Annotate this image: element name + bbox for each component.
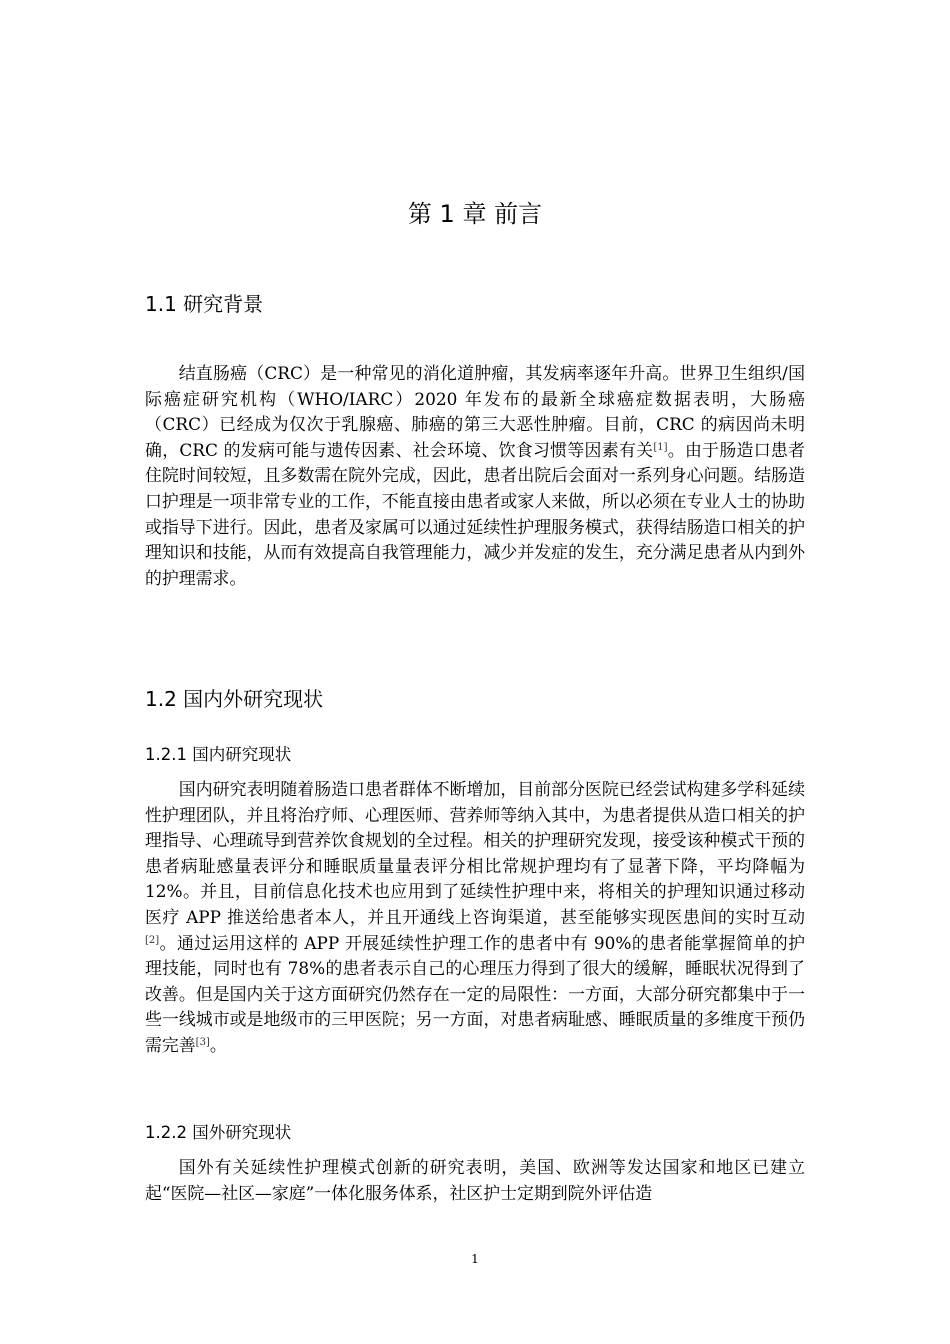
citation-1[interactable]: [1] [653,441,668,453]
chapter-title: 第 1 章 前言 [407,200,543,228]
subsection-heading-1-2-2: 1.2.2 国外研究现状 [145,1123,292,1142]
citation-3[interactable]: [3] [195,1036,210,1048]
paragraph-text: 。由于肠造口患者住院时间较短，且多数需在院外完成，因此，患者出院后会面对一系列身心问题。结肠造口护理是一项非常专业的工作，不能直接由患者或家人来做，所以必须在专业人士的协助或指导下进行。因此，患者及家属可以通过延续性护理服务模式，获得结肠造口相关的护理知识和技能，从而有效提高自我管理能力，减少并发症的发生，充分满足患者从内到外的护理需求。 [145,439,806,588]
paragraph-research-background [145,361,805,591]
section-heading-1-1: 1.1 研究背景 [145,292,264,316]
subsection-heading-1-2-1: 1.2.1 国内研究现状 [145,745,292,764]
paragraph-text: 结直肠癌（CRC）是一种常见的消化道肿瘤，其发病率逐年升高。世界卫生组织/国际癌症研究机构（WHO/IARC）2020 年发布的最新全球癌症数据表明，大肠癌（CRC）已经成为仅次于乳腺癌、肺癌的第三大恶性肿瘤。目前，CRC 的病因尚未明确，CRC 的发病可能与遗传因素、社会环境、饮食习惯等因素有关 [145,363,805,460]
paragraph-foreign-research: 国外有关延续性护理模式创新的研究表明，美国、欧洲等发达国家和地区已建立起“医院—社区—家庭”一体化服务体系，社区护士定期到院外评估造 [145,1157,805,1203]
section-heading-1-2: 1.2 国内外研究现状 [145,687,324,711]
paragraph-domestic-research [145,777,805,1059]
paragraph-text: 。通过运用这样的 APP 开展延续性护理工作的患者中有 90%的患者能掌握简单的护理技能，同时也有 78%的患者表示自己的心理压力得到了很大的缓解，睡眠状况得到了改善。但是国内关于这方面研究仍然存在一定的局限性：一方面，大部分研究都集中于一些一线城市或是地级市的三甲医院；另一方面，对患者病耻感、睡眠质量的多维度干预仍需完善 [145,932,805,1055]
paragraph-text: 。 [209,1034,227,1055]
paragraph-text: 国内研究表明随着肠造口患者群体不断增加，目前部分医院已经尝试构建多学科延续性护理团队，并且将治疗师、心理医师、营养师等纳入其中，为患者提供从造口相关的护理指导、心理疏导到营养饮食规划的全过程。相关的护理研究发现，接受该种模式干预的患者病耻感量表评分和睡眠质量量表评分相比常规护理均有了显著下降，平均降幅为 12%。并且，目前信息化技术也应用到了延续性护理中来，将相关的护理知识通过移动医疗 APP 推送给患者本人，并且开通线上咨询渠道，甚至能够实现医患间的实时互动 [145,779,805,927]
citation-2[interactable]: [2] [145,934,160,946]
page-number: 1 [471,1252,479,1266]
